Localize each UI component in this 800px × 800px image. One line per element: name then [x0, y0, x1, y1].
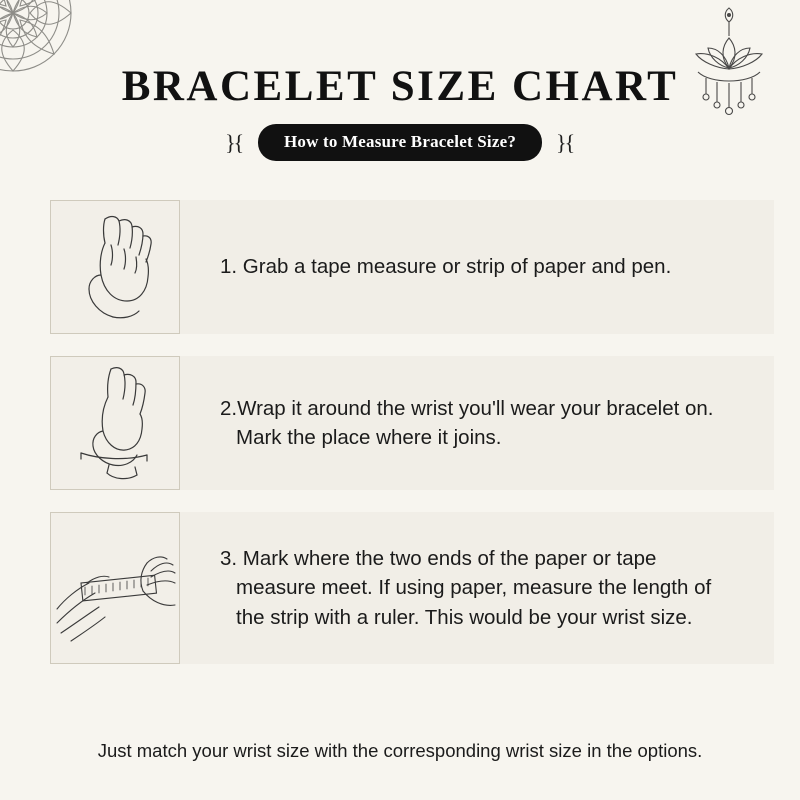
list-item: [0, 356, 800, 490]
list-item: [0, 200, 800, 334]
hand-fist-illustration: [50, 200, 180, 334]
flourish-left-icon: }{: [226, 129, 244, 155]
hands-measuring-with-ruler-illustration: [50, 512, 180, 664]
step-text: 3. Mark where the two ends of the paper or tape measure meet. If using paper, measure the length of the strip with a ruler. This would be your wrist size.: [220, 547, 712, 629]
step-text-panel: [180, 512, 774, 664]
how-to-measure-badge: How to Measure Bracelet Size?: [258, 124, 542, 161]
list-item: [0, 512, 800, 664]
step-text: 1. Grab a tape measure or strip of paper and pen.: [220, 255, 672, 279]
hand-wrapping-tape-illustration: [50, 356, 180, 490]
footer-note: Just match your wrist size with the corresponding wrist size in the options.: [97, 740, 703, 761]
page-title: BRACELET SIZE CHART: [121, 63, 679, 110]
flourish-right-icon: }{: [556, 129, 574, 155]
step-text-panel: [180, 200, 774, 334]
subtitle-row: [0, 124, 800, 161]
step-text-panel: [180, 356, 774, 490]
steps-list: [0, 200, 800, 686]
step-text: 2.Wrap it around the wrist you'll wear your bracelet on. Mark the place where it joins.: [220, 396, 714, 449]
